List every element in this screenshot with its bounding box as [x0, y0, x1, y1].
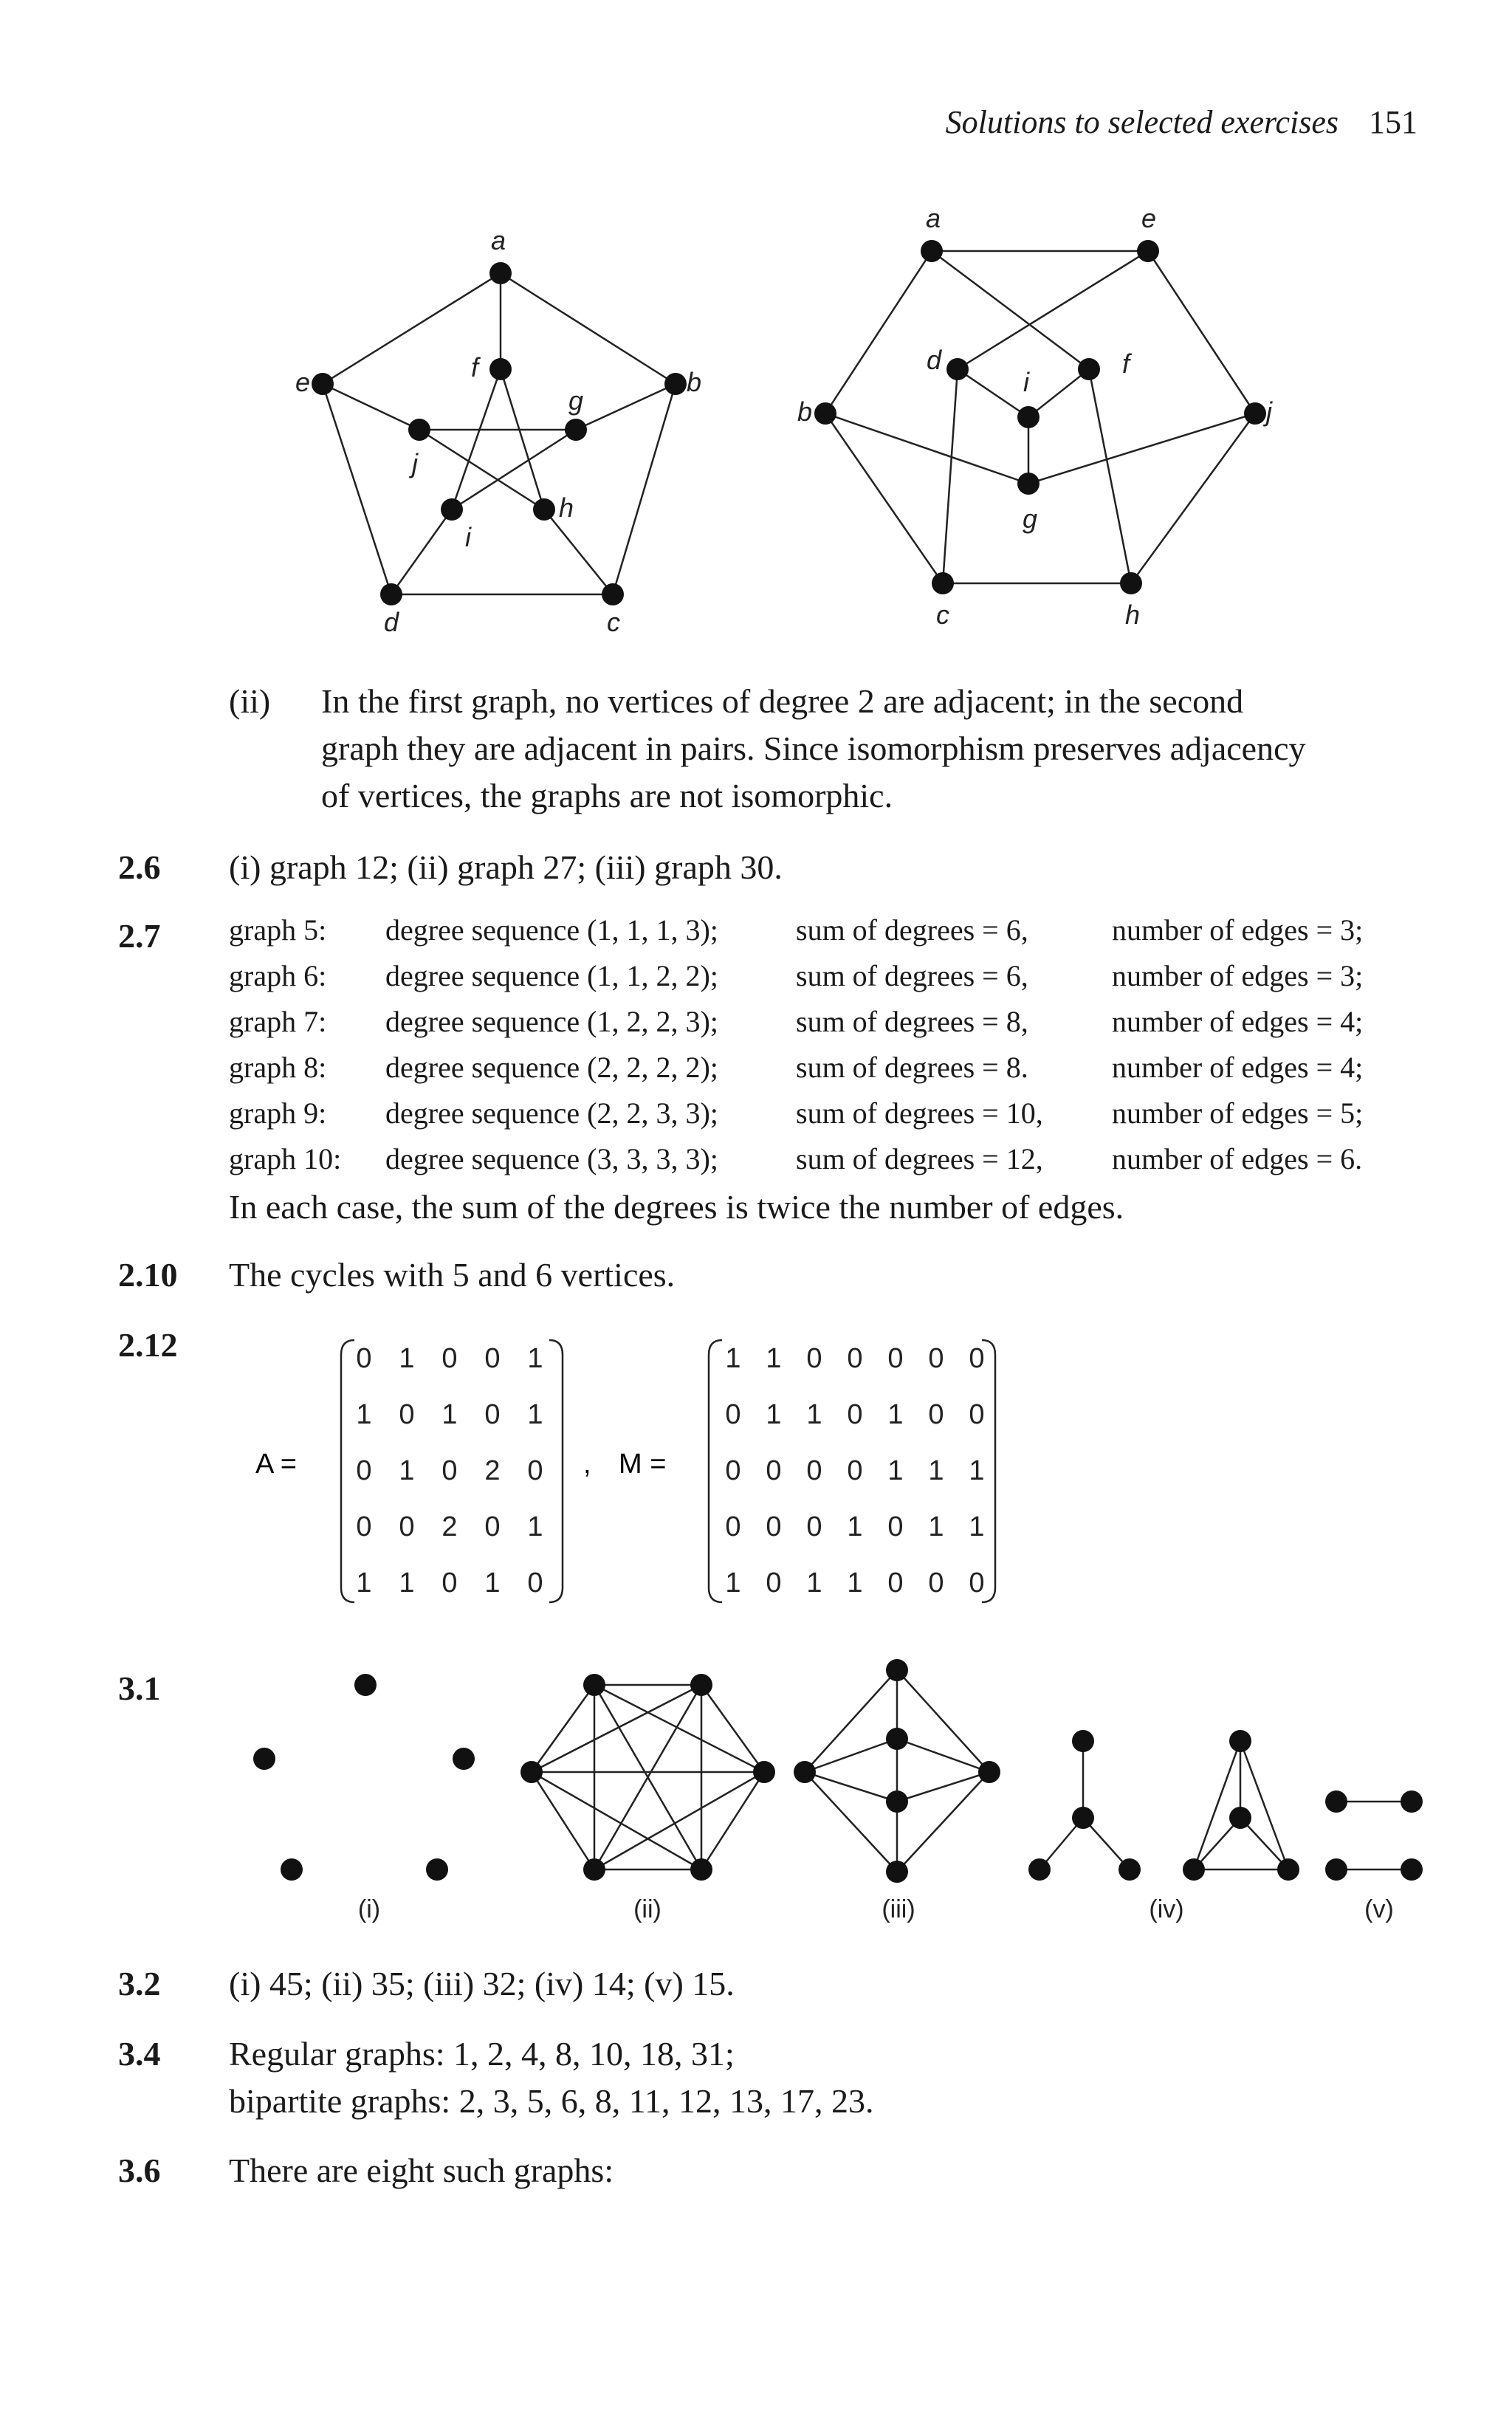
matrix-cell: 0 — [847, 1399, 863, 1430]
matrix-cell: 0 — [356, 1343, 372, 1374]
label-b: b — [797, 396, 813, 427]
graph-iv — [1028, 1730, 1299, 1881]
label-i: i — [1023, 367, 1029, 397]
matrix-cell: 0 — [766, 1511, 782, 1542]
matrix-cell: 0 — [725, 1455, 741, 1486]
graph2-vertices — [814, 240, 1266, 594]
petersen-graph-2 — [0, 0, 1512, 665]
vertex-f — [1078, 358, 1100, 380]
label-c: c — [607, 607, 620, 637]
matrix-cell: 1 — [969, 1455, 985, 1486]
ex-2-7-number-wrap — [118, 913, 161, 960]
caption-v: (v) — [1364, 1895, 1394, 1923]
k6-edge — [594, 1772, 764, 1869]
label-i: i — [465, 522, 471, 552]
matrix-comma: , — [583, 1449, 591, 1480]
label-f: f — [1122, 349, 1130, 379]
ex-3-6-text: There are eight such graphs: — [229, 2152, 614, 2189]
matrix-cell: 0 — [928, 1568, 944, 1599]
k6-edge — [701, 1772, 764, 1869]
matrix-m-label: M = — [619, 1449, 667, 1480]
matrix-cell: 0 — [806, 1511, 822, 1542]
edges-cell: number of edges = 5; — [1112, 1096, 1364, 1130]
k6-edge — [532, 1772, 701, 1869]
ex-3-4-line-1: Regular graphs: 1, 2, 4, 8, 10, 18, 31; — [229, 2035, 735, 2073]
label-b: b — [687, 367, 702, 397]
sum-cell: sum of degrees = 6, — [796, 959, 1028, 992]
graph-cell: graph 7: — [229, 1005, 327, 1038]
k6-vertex — [520, 1761, 543, 1783]
matrix-cell: 0 — [527, 1455, 543, 1486]
caption-ii: (ii) — [633, 1895, 662, 1923]
exercise-number: 2.10 — [118, 1256, 178, 1294]
matrix-cell: 0 — [399, 1399, 415, 1430]
matrix-cell: 1 — [969, 1511, 985, 1542]
matrix-cell: 2 — [484, 1455, 501, 1486]
vertex-d — [946, 358, 969, 380]
label-g: g — [1023, 504, 1038, 534]
seq-cell: degree sequence (1, 1, 1, 3); — [385, 913, 718, 947]
matrix-cell: 1 — [356, 1399, 372, 1430]
k6-vertex — [690, 1858, 712, 1881]
matrix-cell: 1 — [484, 1568, 501, 1599]
label-d: d — [927, 345, 942, 375]
k6-edge — [532, 1685, 594, 1772]
graph-cell: graph 9: — [229, 1096, 327, 1130]
vertex-e — [1137, 240, 1159, 262]
table-row — [229, 1004, 1440, 1050]
matrix-a-left-bracket — [341, 1340, 354, 1602]
matrix-a-right-bracket — [549, 1340, 563, 1602]
matrix-cell: 0 — [484, 1343, 501, 1374]
label-d: d — [384, 607, 399, 637]
matrix-cell: 1 — [399, 1568, 415, 1599]
matrix-cell: 1 — [399, 1455, 415, 1486]
graph-cell: graph 10: — [229, 1142, 342, 1175]
matrix-cell: 1 — [725, 1568, 741, 1599]
graph-i — [253, 1674, 475, 1881]
matrix-cell: 0 — [969, 1568, 985, 1599]
label-g: g — [568, 385, 584, 416]
seq-cell: degree sequence (3, 3, 3, 3); — [385, 1142, 718, 1175]
vertex-b — [814, 402, 836, 425]
caption-iv: (iv) — [1149, 1895, 1184, 1923]
matrix-cell: 0 — [725, 1511, 741, 1542]
matrix-cell: 1 — [399, 1343, 415, 1374]
sum-cell: sum of degrees = 8. — [796, 1051, 1028, 1084]
ex-2-7-conclusion: In each case, the sum of the degrees is twice the number of edges. — [229, 1188, 1124, 1226]
vertex-i — [1017, 406, 1040, 428]
matrix-cell: 1 — [766, 1343, 782, 1374]
matrix-cell: 0 — [969, 1343, 985, 1374]
sum-cell: sum of degrees = 12, — [796, 1142, 1043, 1175]
seq-cell: degree sequence (1, 2, 2, 3); — [385, 1005, 718, 1038]
matrix-cell: 1 — [527, 1511, 543, 1542]
ex-2-12-matrices — [0, 1314, 1512, 1624]
matrix-cell: 0 — [928, 1399, 944, 1430]
ex-3-2-text: (i) 45; (ii) 35; (iii) 32; (iv) 14; (v) 15. — [229, 1965, 735, 2002]
table-row — [229, 1096, 1440, 1141]
matrix-cell: 1 — [887, 1455, 904, 1486]
para-line-1: In the first graph, no vertices of degree 2 are adjacent; in the second — [321, 682, 1244, 720]
label-h: h — [559, 492, 574, 523]
matrix-m-cells — [725, 1343, 984, 1599]
matrix-cell: 0 — [356, 1511, 372, 1542]
matrix-cell: 1 — [806, 1399, 822, 1430]
matrix-m-left-bracket — [709, 1340, 722, 1602]
sum-cell: sum of degrees = 6, — [796, 913, 1028, 947]
part-label: (ii) — [229, 682, 271, 720]
matrix-cell: 0 — [806, 1455, 822, 1486]
graph-v — [1325, 1790, 1423, 1881]
table-row — [229, 913, 1440, 958]
vertex-h — [1120, 572, 1142, 594]
graph-cell: graph 5: — [229, 913, 327, 947]
ex-2-6-text: (i) graph 12; (ii) graph 27; (iii) graph 30. — [229, 848, 783, 886]
k6-edge — [532, 1772, 594, 1869]
label-j: j — [1266, 396, 1272, 427]
seq-cell: degree sequence (2, 2, 2, 2); — [385, 1051, 718, 1084]
matrix-cell: 0 — [887, 1511, 904, 1542]
graph-cell: graph 8: — [229, 1051, 327, 1084]
exercise-number: 2.6 — [118, 848, 161, 886]
matrix-a-label: A = — [255, 1449, 297, 1480]
exercise-number: 3.2 — [118, 1965, 161, 2002]
exercise-number: 3.1 — [118, 1669, 161, 1707]
para-line-3: of vertices, the graphs are not isomorphic. — [321, 777, 893, 814]
page-number: 151 — [1369, 104, 1418, 140]
matrix-cell: 1 — [441, 1399, 458, 1430]
matrix-a-cells — [356, 1343, 543, 1599]
label-j: j — [412, 448, 418, 478]
matrix-cell: 0 — [725, 1399, 741, 1430]
k6-vertex — [753, 1761, 775, 1783]
exercise-number: 2.7 — [118, 917, 161, 955]
k6-vertex — [690, 1674, 712, 1696]
table-row — [229, 1141, 1440, 1187]
header-title: Solutions to selected exercises — [945, 104, 1339, 140]
sum-cell: sum of degrees = 10, — [796, 1096, 1043, 1130]
matrix-cell: 0 — [887, 1568, 904, 1599]
label-h: h — [1125, 600, 1141, 630]
graph-iii — [794, 1659, 1000, 1883]
exercise-number: 2.12 — [118, 1326, 178, 1364]
label-a: a — [491, 225, 506, 255]
matrix-cell: 0 — [887, 1343, 904, 1374]
label-a: a — [926, 203, 941, 233]
label-f: f — [471, 352, 479, 382]
vertex-g — [1017, 473, 1040, 495]
seq-cell: degree sequence (2, 2, 3, 3); — [385, 1096, 718, 1130]
ex-3-4-line-2: bipartite graphs: 2, 3, 5, 6, 8, 11, 12, 13, 17, 23. — [229, 2082, 874, 2120]
matrix-cell: 1 — [806, 1568, 822, 1599]
seq-cell: degree sequence (1, 1, 2, 2); — [385, 959, 718, 992]
table-row — [229, 1050, 1440, 1096]
exercise-number: 3.4 — [118, 2035, 161, 2073]
matrix-cell: 1 — [928, 1455, 944, 1486]
matrix-cell: 1 — [725, 1343, 741, 1374]
matrix-cell: 0 — [969, 1399, 985, 1430]
graph-cell: graph 6: — [229, 959, 327, 992]
exercise-number: 3.6 — [118, 2152, 161, 2189]
para-line-2: graph they are adjacent in pairs. Since isomorphism preserves adjacency — [321, 729, 1306, 767]
matrix-cell: 2 — [441, 1511, 458, 1542]
matrix-cell: 1 — [847, 1511, 863, 1542]
matrix-cell: 1 — [356, 1568, 372, 1599]
graph-ii — [520, 1674, 775, 1881]
matrix-cell: 1 — [766, 1399, 782, 1430]
edges-cell: number of edges = 6. — [1112, 1142, 1363, 1175]
label-e: e — [295, 367, 311, 397]
sum-cell: sum of degrees = 8, — [796, 1005, 1028, 1038]
matrix-cell: 0 — [766, 1568, 782, 1599]
ex-3-1-graphs — [0, 1654, 1512, 1923]
matrix-cell: 0 — [806, 1343, 822, 1374]
matrix-cell: 0 — [527, 1568, 543, 1599]
vertex-j — [1244, 402, 1266, 425]
vertex-c — [932, 572, 954, 594]
k6-vertex — [583, 1674, 605, 1696]
matrix-cell: 0 — [441, 1568, 458, 1599]
matrix-cell: 0 — [356, 1455, 372, 1486]
k6-vertex — [583, 1858, 605, 1881]
matrix-cell: 1 — [928, 1511, 944, 1542]
matrix-cell: 0 — [847, 1343, 863, 1374]
table-row — [229, 958, 1440, 1004]
matrix-cell: 1 — [527, 1399, 543, 1430]
matrix-cell: 1 — [887, 1399, 904, 1430]
label-e: e — [1141, 203, 1157, 233]
edges-cell: number of edges = 4; — [1112, 1005, 1364, 1038]
edges-cell: number of edges = 3; — [1112, 959, 1364, 992]
matrix-cell: 1 — [847, 1568, 863, 1599]
matrix-cell: 0 — [766, 1455, 782, 1486]
caption-iii: (iii) — [882, 1895, 915, 1923]
matrix-cell: 0 — [441, 1455, 458, 1486]
matrix-cell: 0 — [399, 1511, 415, 1542]
matrix-cell: 0 — [484, 1511, 501, 1542]
edges-cell: number of edges = 3; — [1112, 913, 1364, 947]
k6-edge — [701, 1685, 764, 1772]
matrix-cell: 0 — [484, 1399, 501, 1430]
matrix-cell: 0 — [847, 1455, 863, 1486]
vertex-a — [921, 240, 943, 262]
graph2-edges — [825, 251, 1255, 583]
matrix-cell: 1 — [527, 1343, 543, 1374]
ex-2-10-text: The cycles with 5 and 6 vertices. — [229, 1256, 676, 1294]
label-c: c — [936, 600, 949, 630]
edges-cell: number of edges = 4; — [1112, 1051, 1364, 1084]
matrix-cell: 0 — [441, 1343, 458, 1374]
caption-i: (i) — [357, 1895, 381, 1923]
matrix-cell: 0 — [928, 1343, 944, 1374]
